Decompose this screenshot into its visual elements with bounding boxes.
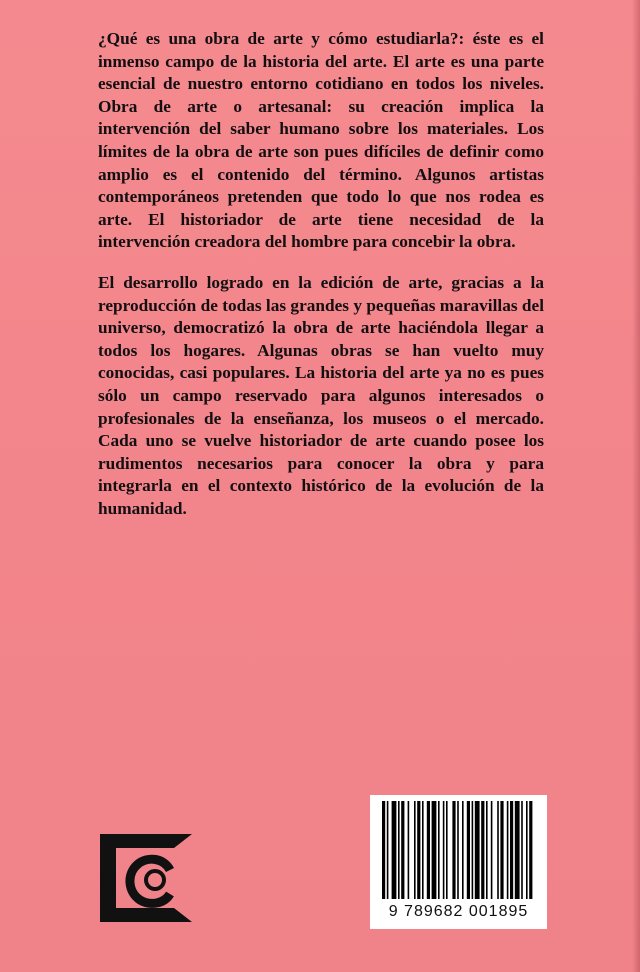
barcode-bar <box>438 801 440 899</box>
barcode-bar <box>486 801 488 899</box>
barcode-bar <box>382 801 385 899</box>
description-paragraph-2: El desarrollo logrado en la edición de arte, gracias a la reproducción de todas las grandes y pequeñas maravillas del universo, democratizó la obra de arte haciéndola llegar a todos los hogares. Algunas obras se han vuelto muy conocidas, casi populares. La historia del arte ya no es pues sólo un campo reservado para algunos interesados o profesionales de la enseñanza, los museos o el mercado. Cada uno se vuelve historiador de arte cuando posee los rudimentos necesarios para conocer la obra y para integrarla en el contexto histórico de la evolución de la humanidad. <box>98 273 544 518</box>
barcode-bar <box>497 801 499 899</box>
barcode-bar <box>417 801 420 899</box>
barcode-bar <box>446 801 448 899</box>
barcode-bar <box>472 801 474 899</box>
barcode-bar <box>529 801 532 899</box>
barcode-bar <box>491 801 493 899</box>
isbn-number: 9 789682 001895 <box>388 903 529 920</box>
barcode-bar <box>422 801 424 899</box>
barcode-bar <box>521 801 523 899</box>
barcode-bar <box>481 801 484 899</box>
barcode-bar <box>427 801 430 899</box>
cover-edge-shadow <box>632 0 640 972</box>
barcode-bars <box>370 795 547 905</box>
barcode-bar <box>526 801 528 899</box>
isbn-barcode <box>370 795 547 929</box>
barcode-bar <box>507 801 509 899</box>
barcode-bar <box>452 801 455 899</box>
barcode-bar <box>515 801 520 899</box>
description-paragraph-1: ¿Qué es una obra de arte y cómo estudiarla?: éste es el inmenso campo de la historia del arte. El arte es una parte esencial de nuestro entorno cotidiano en todos los niveles. Obra de arte o artesanal: su creación implica la intervención del saber humano sobre los materiales. Los límites de la obra de arte son pues difíciles de definir como amplio es el contenido del término. Algunos artistas contemporáneos pretenden que todo lo que nos rodea es arte. El historiador de arte tiene necesidad de la intervención creadora del hombre para concebir la obra. <box>98 29 544 252</box>
barcode-bar <box>414 801 416 899</box>
barcode-bar <box>475 801 480 899</box>
barcode-bar <box>401 801 404 899</box>
barcode-bar <box>408 801 410 899</box>
barcode-bar <box>500 801 503 899</box>
barcode-bar <box>398 801 400 899</box>
barcode-bar <box>443 801 445 899</box>
barcode-bar <box>462 801 464 899</box>
publisher-logo-icon <box>94 830 194 926</box>
barcode-bar <box>392 801 397 899</box>
barcode-bar <box>457 801 459 899</box>
barcode-bar <box>467 801 470 899</box>
barcode-bar <box>510 801 513 899</box>
barcode-bar <box>432 801 437 899</box>
barcode-bar <box>387 801 389 899</box>
